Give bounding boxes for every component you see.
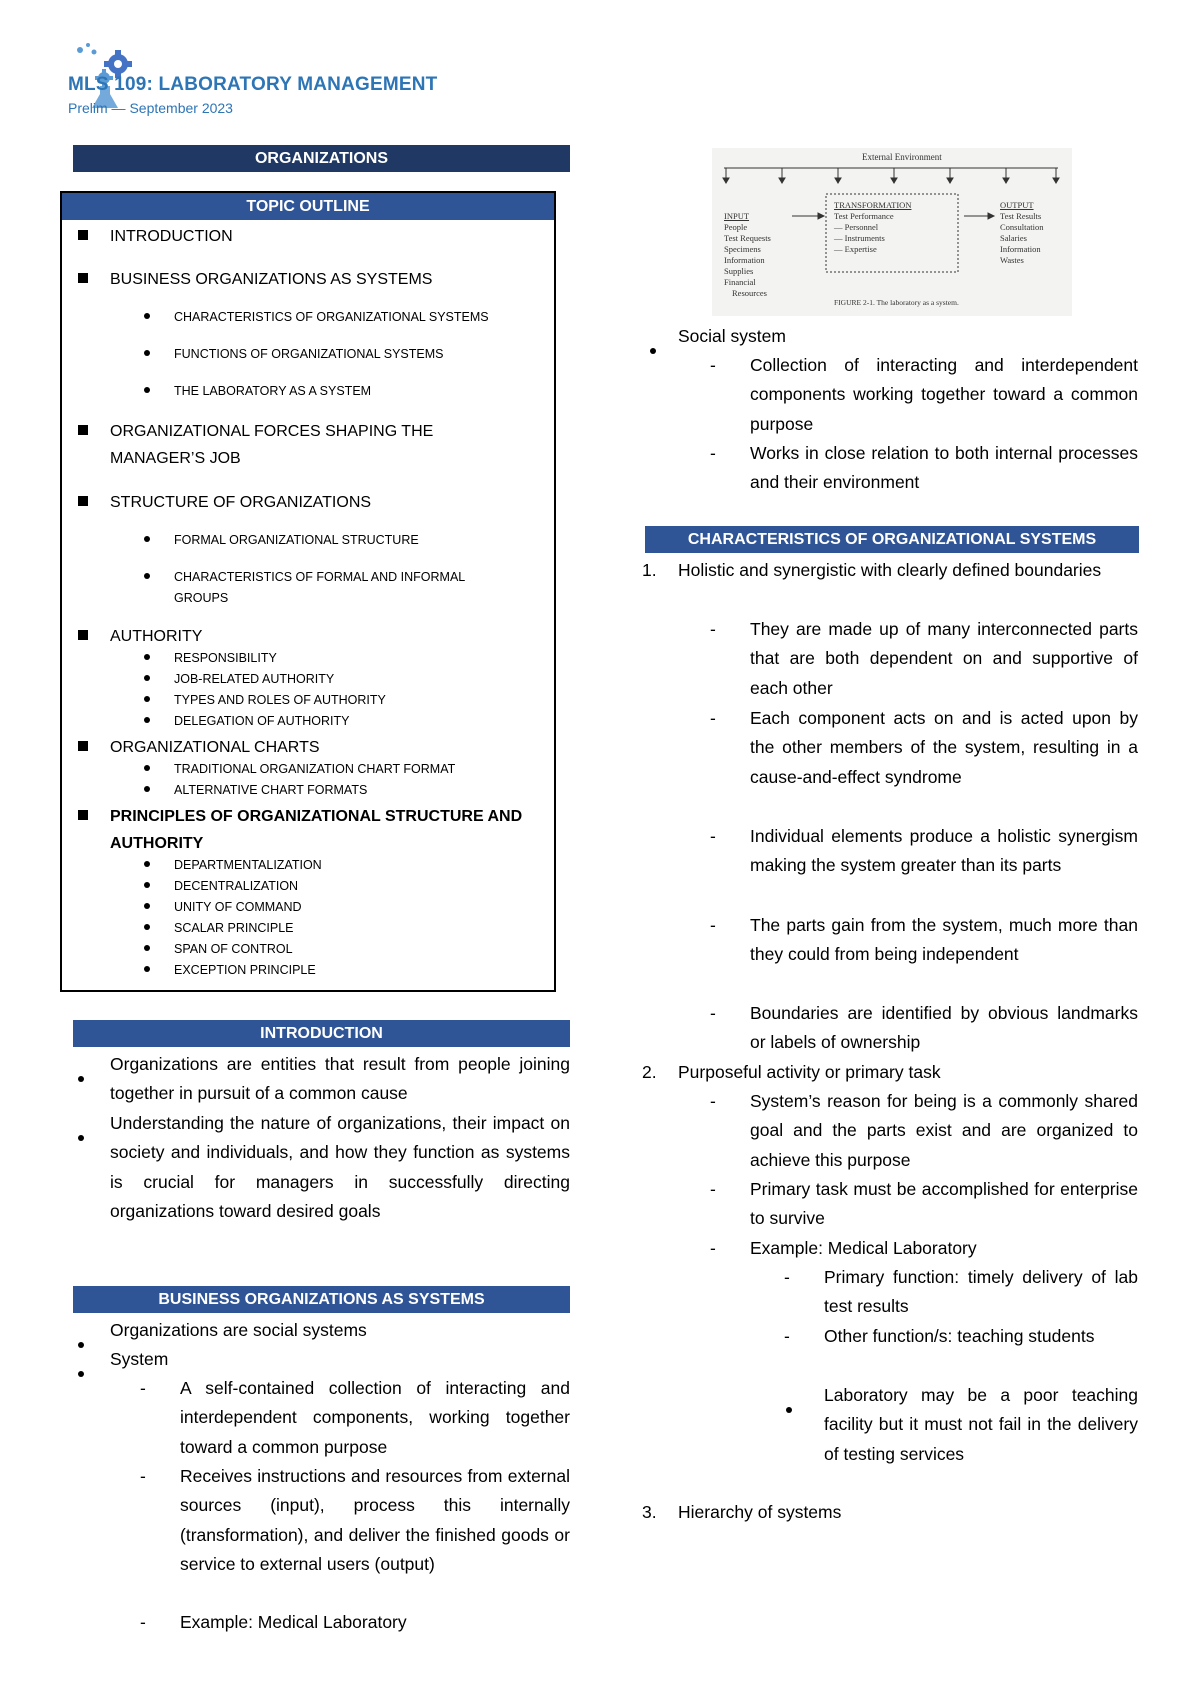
bullet-icon bbox=[144, 654, 150, 660]
social-dash-item: - Works in close relation to both internal processes and their environment bbox=[710, 443, 1138, 493]
characteristic-1-detail: - They are made up of many interconnected parts that are both dependent on and supportive of each other bbox=[710, 619, 1138, 698]
outline-subitem: EXCEPTION PRINCIPLE bbox=[144, 960, 514, 981]
outline-subitem: SPAN OF CONTROL bbox=[144, 939, 514, 960]
outline-subitem: DELEGATION OF AUTHORITY bbox=[144, 711, 514, 732]
bullet-icon bbox=[144, 717, 150, 723]
outline-subitem: TRADITIONAL ORGANIZATION CHART FORMAT bbox=[144, 759, 514, 780]
characteristic-2-example: Laboratory may be a poor teaching facility but it must not fail in the delivery of testing services bbox=[784, 1381, 1138, 1469]
intro-bullet: Understanding the nature of organizations, their impact on society and individuals, and how they function as systems is crucial for managers in successfully directing organizations toward desired goals bbox=[70, 1109, 570, 1226]
outline-subitem: DECENTRALIZATION bbox=[144, 876, 514, 897]
bullet-icon bbox=[144, 696, 150, 702]
square-bullet-icon bbox=[78, 230, 88, 240]
characteristic-2-detail: - Example: Medical Laboratory bbox=[710, 1238, 977, 1258]
diagram-transformation-list: Test Performance — Personnel — Instruments — Expertise bbox=[834, 211, 894, 254]
characteristic-1-detail: - Each component acts on and is acted upon by the other members of the system, resulting in a cause-and-effect syndrome bbox=[710, 708, 1138, 787]
business-bullet: Organizations are social systems bbox=[70, 1316, 570, 1345]
characteristic-1-detail: - Individual elements produce a holistic synergism making the system greater than its parts bbox=[710, 826, 1138, 876]
outline-subitem: JOB-RELATED AUTHORITY bbox=[144, 669, 514, 690]
square-bullet-icon bbox=[78, 741, 88, 751]
laboratory-system-diagram bbox=[712, 148, 1072, 316]
outline-subitem: UNITY OF COMMAND bbox=[144, 897, 514, 918]
characteristics-heading: CHARACTERISTICS OF ORGANIZATIONAL SYSTEMS bbox=[645, 526, 1139, 553]
bullet-icon bbox=[786, 1407, 792, 1413]
intro-bullet: Organizations are entities that result from people joining together in pursuit of a common cause bbox=[70, 1050, 570, 1109]
business-dash-item: - Example: Medical Laboratory bbox=[140, 1612, 407, 1632]
characteristic-1-detail: - The parts gain from the system, much more than they could from being independent bbox=[710, 915, 1138, 965]
characteristic-2: 2. Purposeful activity or primary task bbox=[642, 1062, 941, 1082]
outline-subitem: RESPONSIBILITY bbox=[144, 648, 514, 669]
outline-item: INTRODUCTION bbox=[78, 223, 540, 250]
outline-subitem: DEPARTMENTALIZATION bbox=[144, 855, 514, 876]
diagram-caption: FIGURE 2-1. The laboratory as a system. bbox=[834, 298, 959, 307]
bullet-icon bbox=[78, 1371, 84, 1377]
outline-subitem: FORMAL ORGANIZATIONAL STRUCTURE bbox=[144, 530, 514, 551]
course-title: MLS 109: LABORATORY MANAGEMENT bbox=[68, 74, 438, 95]
square-bullet-icon bbox=[78, 496, 88, 506]
course-subtitle: Prelim — September 2023 bbox=[68, 100, 233, 116]
bullet-icon bbox=[144, 786, 150, 792]
square-bullet-icon bbox=[78, 810, 88, 820]
diagram-output-title: OUTPUT bbox=[1000, 200, 1034, 210]
square-bullet-icon bbox=[78, 273, 88, 283]
bullet-icon bbox=[144, 924, 150, 930]
square-bullet-icon bbox=[78, 630, 88, 640]
bullet-icon bbox=[144, 387, 150, 393]
outline-item: STRUCTURE OF ORGANIZATIONS bbox=[78, 489, 540, 516]
bullet-icon bbox=[144, 536, 150, 542]
bullet-icon bbox=[144, 903, 150, 909]
square-bullet-icon bbox=[78, 425, 88, 435]
characteristic-1: 1. Holistic and synergistic with clearly defined boundaries bbox=[642, 560, 1102, 580]
bullet-icon bbox=[144, 861, 150, 867]
outline-subitem: ALTERNATIVE CHART FORMATS bbox=[144, 780, 514, 801]
outline-subitem: FUNCTIONS OF ORGANIZATIONAL SYSTEMS bbox=[144, 344, 514, 365]
topic-outline bbox=[60, 191, 556, 992]
introduction-heading: INTRODUCTION bbox=[73, 1020, 570, 1047]
bullet-icon bbox=[144, 350, 150, 356]
diagram-output-list: Test Results Consultation Salaries Information Wastes bbox=[1000, 211, 1044, 265]
bullet-icon bbox=[78, 1135, 84, 1141]
diagram-transformation-title: TRANSFORMATION bbox=[834, 200, 912, 210]
bullet-icon bbox=[144, 313, 150, 319]
outline-item: ORGANIZATIONAL FORCES SHAPING THE MANAGER’S JOB bbox=[78, 418, 470, 472]
outline-item: PRINCIPLES OF ORGANIZATIONAL STRUCTURE AND AUTHORITY bbox=[78, 803, 540, 857]
bullet-icon bbox=[78, 1076, 84, 1082]
bullet-icon bbox=[144, 573, 150, 579]
business-dash-item: - Receives instructions and resources from external sources (input), process this internally (transformation), and deliver the finished goods or service to external users (output) bbox=[140, 1466, 570, 1574]
characteristic-2-detail: - System’s reason for being is a commonly shared goal and the parts exist and are organized to achieve this purpose bbox=[710, 1091, 1138, 1170]
outline-item: ORGANIZATIONAL CHARTS bbox=[78, 734, 540, 761]
characteristic-1-detail: - Boundaries are identified by obvious landmarks or labels of ownership bbox=[710, 1003, 1138, 1053]
characteristic-2-example: - Other function/s: teaching students bbox=[784, 1326, 1095, 1346]
outline-subitem: CHARACTERISTICS OF ORGANIZATIONAL SYSTEMS bbox=[144, 307, 514, 328]
characteristic-3: 3. Hierarchy of systems bbox=[642, 1502, 842, 1522]
diagram-input-list: People Test Requests Specimens Information Supplies Financial Resources bbox=[724, 222, 771, 298]
outline-subitem: SCALAR PRINCIPLE bbox=[144, 918, 514, 939]
organizations-bar: ORGANIZATIONS bbox=[73, 145, 570, 172]
bullet-icon bbox=[144, 945, 150, 951]
diagram-input-title: INPUT bbox=[724, 211, 750, 221]
characteristic-2-detail: - Primary task must be accomplished for enterprise to survive bbox=[710, 1179, 1138, 1229]
business-dash-item: - A self-contained collection of interacting and interdependent components, working together toward a common purpose bbox=[140, 1378, 570, 1457]
outline-subitem: CHARACTERISTICS OF FORMAL AND INFORMAL GROUPS bbox=[144, 567, 494, 609]
bullet-icon bbox=[144, 675, 150, 681]
outline-item: BUSINESS ORGANIZATIONS AS SYSTEMS bbox=[78, 266, 540, 293]
characteristic-2-example: - Primary function: timely delivery of lab test results bbox=[784, 1267, 1138, 1317]
social-system-bullet: Social system bbox=[642, 322, 1138, 351]
bullet-icon bbox=[144, 966, 150, 972]
outline-subitem: THE LABORATORY AS A SYSTEM bbox=[144, 381, 514, 402]
social-dash-item: - Collection of interacting and interdependent components working together toward a common purpose bbox=[710, 355, 1138, 434]
bullet-icon bbox=[144, 882, 150, 888]
business-organizations-heading: BUSINESS ORGANIZATIONS AS SYSTEMS bbox=[73, 1286, 570, 1313]
bullet-icon bbox=[650, 348, 656, 354]
topic-outline-heading: TOPIC OUTLINE bbox=[62, 193, 554, 220]
outline-subitem: TYPES AND ROLES OF AUTHORITY bbox=[144, 690, 514, 711]
diagram-env-label: External Environment bbox=[862, 152, 942, 162]
outline-item: AUTHORITY bbox=[78, 623, 540, 650]
bullet-icon bbox=[144, 765, 150, 771]
business-bullet: System bbox=[70, 1345, 570, 1374]
